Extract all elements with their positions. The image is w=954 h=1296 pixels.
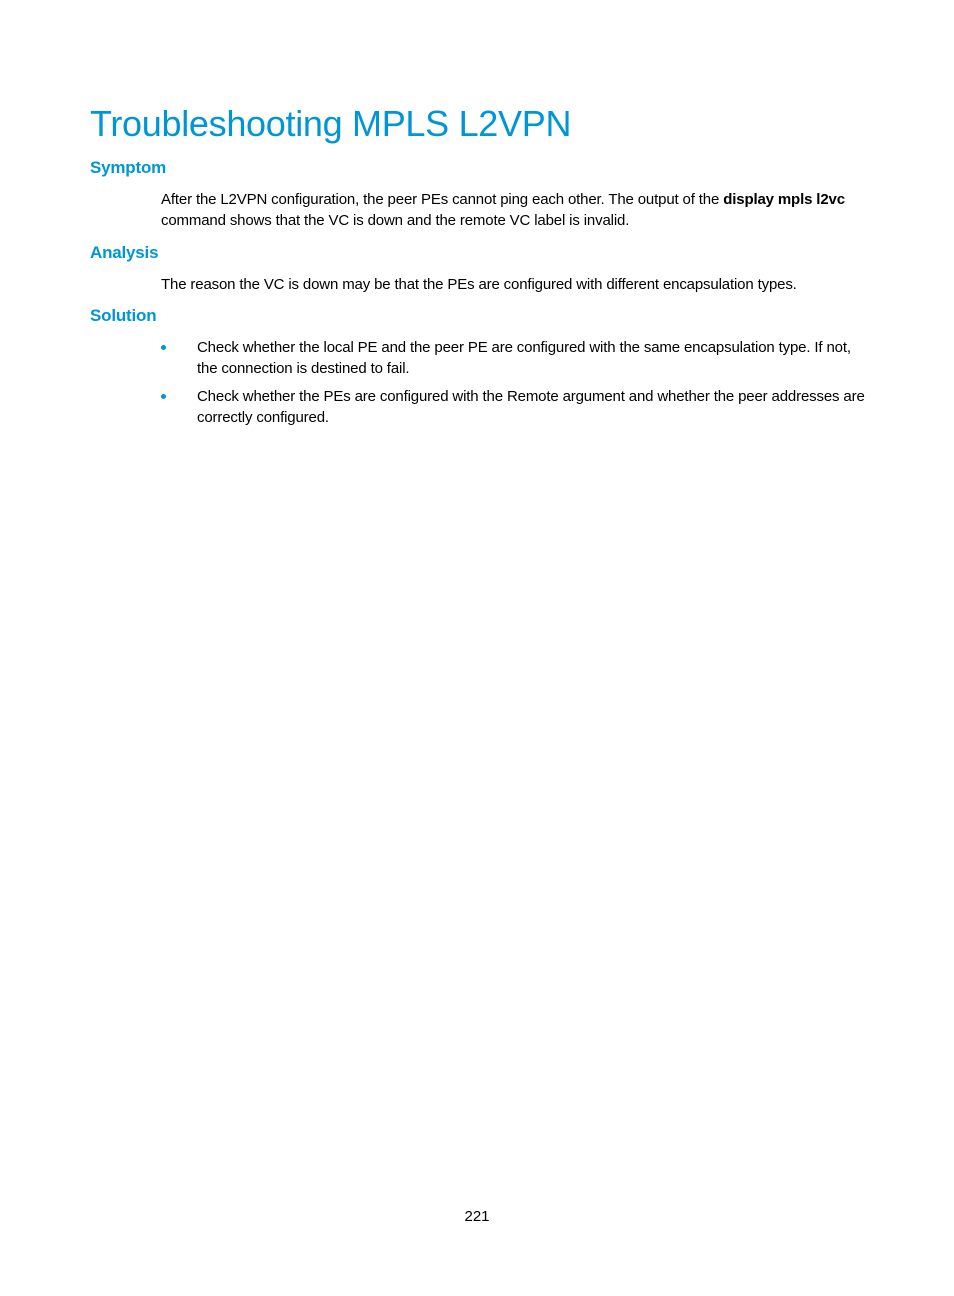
analysis-paragraph: The reason the VC is down may be that the PEs are configured with different encapsulation types. xyxy=(161,276,797,293)
list-item xyxy=(161,337,866,379)
bullet-icon xyxy=(161,345,166,350)
list-item-text: Check whether the PEs are configured with the Remote argument and whether the peer addresses are correctly configured. xyxy=(197,388,865,426)
symptom-text-before: After the L2VPN configuration, the peer PEs cannot ping each other. The output of the xyxy=(161,191,724,208)
symptom-heading: Symptom xyxy=(90,158,167,177)
symptom-text-after: command shows that the VC is down and the remote VC label is invalid. xyxy=(161,212,630,229)
command-name: display mpls l2vc xyxy=(723,191,845,208)
symptom-paragraph xyxy=(161,189,866,231)
solution-heading: Solution xyxy=(90,306,157,325)
page-number: 221 xyxy=(464,1208,490,1225)
solution-list xyxy=(161,337,866,435)
analysis-heading: Analysis xyxy=(90,243,159,262)
list-item-text: Check whether the local PE and the peer PE are configured with the same encapsulation type. If not, the connection is destined to fail. xyxy=(197,339,851,377)
bullet-icon xyxy=(161,394,166,399)
page-title: Troubleshooting MPLS L2VPN xyxy=(90,103,572,144)
list-item xyxy=(161,386,866,428)
